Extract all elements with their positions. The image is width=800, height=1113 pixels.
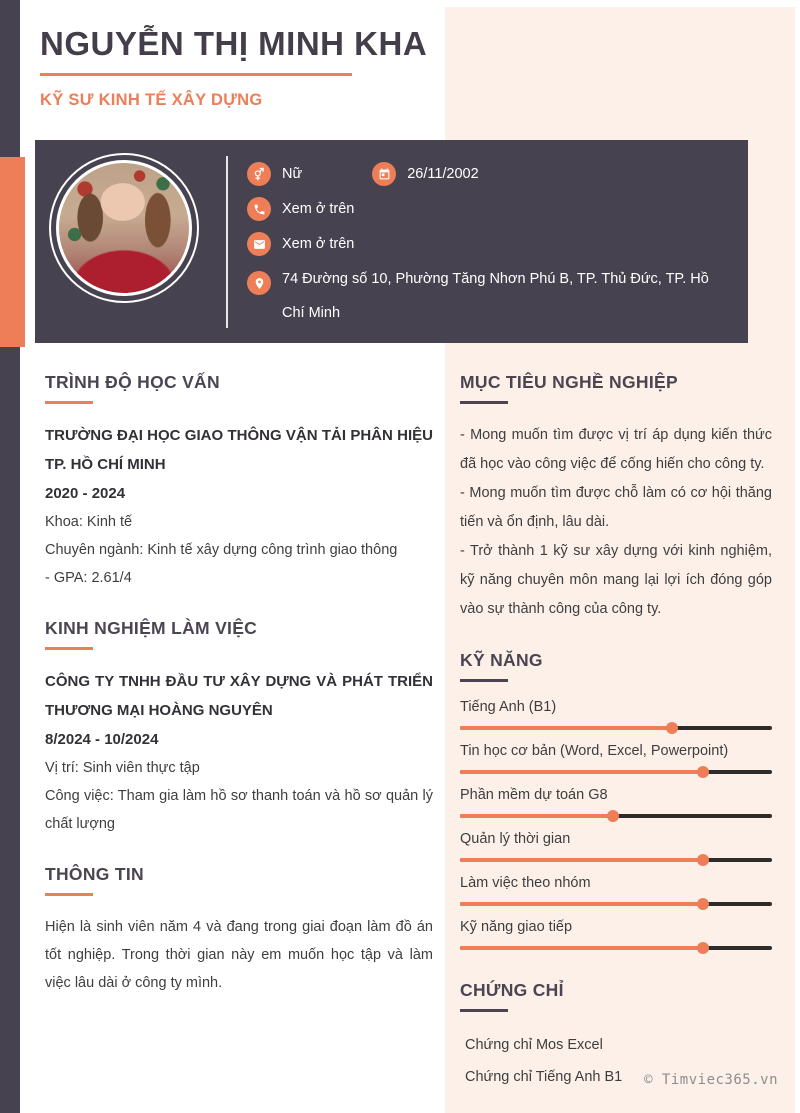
skills-list xyxy=(460,699,772,954)
education-faculty: Khoa: Kinh tế xyxy=(45,514,133,530)
skill-bar-dot xyxy=(666,722,678,734)
objective-item: - Mong muốn tìm được chỗ làm có cơ hội thăng tiến và ổn định, lâu dài. xyxy=(460,485,772,530)
skill-bar-dot xyxy=(607,810,619,822)
phone-icon xyxy=(247,197,271,221)
school-name: TRƯỜNG ĐẠI HỌC GIAO THÔNG VẬN TẢI PHÂN HIỆU TP. HỒ CHÍ MINH xyxy=(45,427,433,473)
education-heading: TRÌNH ĐỘ HỌC VẤN xyxy=(45,372,220,392)
candidate-name: NGUYỄN THỊ MINH KHA xyxy=(40,25,428,62)
profile-photo xyxy=(56,160,192,296)
contact-row-phone xyxy=(247,197,733,221)
contact-row-gender-dob xyxy=(247,162,733,186)
skill-bar-fill xyxy=(460,726,672,730)
contact-band xyxy=(35,140,748,343)
skill-label: Phần mềm dự toán G8 xyxy=(460,787,608,803)
address-value: 74 Đường số 10, Phường Tăng Nhơn Phú B, TP. Thủ Đức, TP. Hồ Chí Minh xyxy=(282,271,709,321)
education-gpa: - GPA: 2.61/4 xyxy=(45,570,132,586)
section-objective xyxy=(460,372,772,624)
experience-heading-rule xyxy=(45,647,93,650)
left-accent-strip xyxy=(0,157,25,347)
contact-dob xyxy=(372,162,479,186)
objective-list xyxy=(460,421,772,624)
skill-bar xyxy=(460,942,772,954)
skill-bar xyxy=(460,766,772,778)
education-heading-rule xyxy=(45,401,93,404)
skill-item xyxy=(460,875,772,910)
skill-label: Tiếng Anh (B1) xyxy=(460,699,557,715)
company-name: CÔNG TY TNHH ĐẦU TƯ XÂY DỰNG VÀ PHÁT TRIỂN THƯƠNG MẠI HOÀNG NGUYÊN xyxy=(45,673,433,719)
skills-heading: KỸ NĂNG xyxy=(460,650,543,670)
section-experience xyxy=(45,618,433,838)
skill-bar-dot xyxy=(697,898,709,910)
skill-bar-fill xyxy=(460,946,703,950)
skill-label: Làm việc theo nhóm xyxy=(460,875,591,891)
contact-list xyxy=(247,162,733,341)
skill-bar-fill xyxy=(460,814,613,818)
gender-value: Nữ xyxy=(282,166,303,182)
right-column xyxy=(460,372,772,1113)
profile-photo-ring xyxy=(49,153,199,303)
skill-item xyxy=(460,919,772,954)
watermark: © Timviec365.vn xyxy=(644,1072,778,1088)
skills-heading-rule xyxy=(460,679,508,682)
skill-bar xyxy=(460,898,772,910)
education-major: Chuyên ngành: Kinh tế xây dựng công trình giao thông xyxy=(45,542,398,558)
info-heading-rule xyxy=(45,893,93,896)
contact-row-address xyxy=(247,267,733,330)
skill-item xyxy=(460,787,772,822)
section-skills xyxy=(460,650,772,954)
objective-item: - Trở thành 1 kỹ sư xây dựng với kinh nghiệm, kỹ năng chuyên môn mang lại lợi ích đóng góp vào sự thành công của công ty. xyxy=(460,543,772,617)
skill-bar-dot xyxy=(697,766,709,778)
phone-value: Xem ở trên xyxy=(282,201,355,217)
gender-icon xyxy=(247,162,271,186)
calendar-icon xyxy=(372,162,396,186)
contact-divider xyxy=(226,156,228,328)
skill-bar xyxy=(460,854,772,866)
skill-label: Kỹ năng giao tiếp xyxy=(460,919,573,935)
skill-bar xyxy=(460,810,772,822)
job-title: KỸ SƯ KINH TẾ XÂY DỰNG xyxy=(40,90,263,109)
skill-item xyxy=(460,699,772,734)
skill-label: Tin học cơ bản (Word, Excel, Powerpoint) xyxy=(460,743,729,759)
section-info xyxy=(45,864,433,997)
header xyxy=(40,24,440,110)
contact-gender xyxy=(247,162,302,186)
objective-item: - Mong muốn tìm được vị trí áp dụng kiến thức đã học vào công việc để cống hiến cho công ty. xyxy=(460,427,772,472)
skill-label: Quản lý thời gian xyxy=(460,831,571,847)
skill-bar-dot xyxy=(697,854,709,866)
certificate-item: Chứng chỉ Mos Excel xyxy=(465,1037,603,1053)
certificates-heading: CHỨNG CHỈ xyxy=(460,980,564,1000)
experience-heading: KINH NGHIỆM LÀM VIỆC xyxy=(45,618,258,638)
experience-position: Vị trí: Sinh viên thực tập xyxy=(45,760,200,776)
contact-row-email xyxy=(247,232,733,256)
skill-item xyxy=(460,831,772,866)
experience-tasks: Công việc: Tham gia làm hồ sơ thanh toán và hồ sơ quản lý chất lượng xyxy=(45,788,433,832)
info-text: Hiện là sinh viên năm 4 và đang trong giai đoạn làm đồ án tốt nghiệp. Trong thời gian này em muốn học tập và làm việc lâu dài ở công ty mình. xyxy=(45,919,433,991)
certificates-heading-rule xyxy=(460,1009,508,1012)
location-icon xyxy=(247,271,271,295)
experience-period: 8/2024 - 10/2024 xyxy=(45,731,159,748)
education-years: 2020 - 2024 xyxy=(45,485,126,502)
skill-item xyxy=(460,743,772,778)
info-heading: THÔNG TIN xyxy=(45,864,144,884)
skill-bar xyxy=(460,722,772,734)
skill-bar-fill xyxy=(460,770,703,774)
email-value: Xem ở trên xyxy=(282,236,355,252)
objective-heading-rule xyxy=(460,401,508,404)
dob-value: 26/11/2002 xyxy=(407,166,479,182)
skill-bar-dot xyxy=(697,942,709,954)
objective-heading: MỤC TIÊU NGHỀ NGHIỆP xyxy=(460,372,678,392)
skill-bar-fill xyxy=(460,858,703,862)
certificate-item: Chứng chỉ Tiếng Anh B1 xyxy=(465,1069,623,1085)
skill-bar-fill xyxy=(460,902,703,906)
name-underline xyxy=(40,73,352,76)
left-column xyxy=(45,372,433,1023)
section-education xyxy=(45,372,433,592)
email-icon xyxy=(247,232,271,256)
